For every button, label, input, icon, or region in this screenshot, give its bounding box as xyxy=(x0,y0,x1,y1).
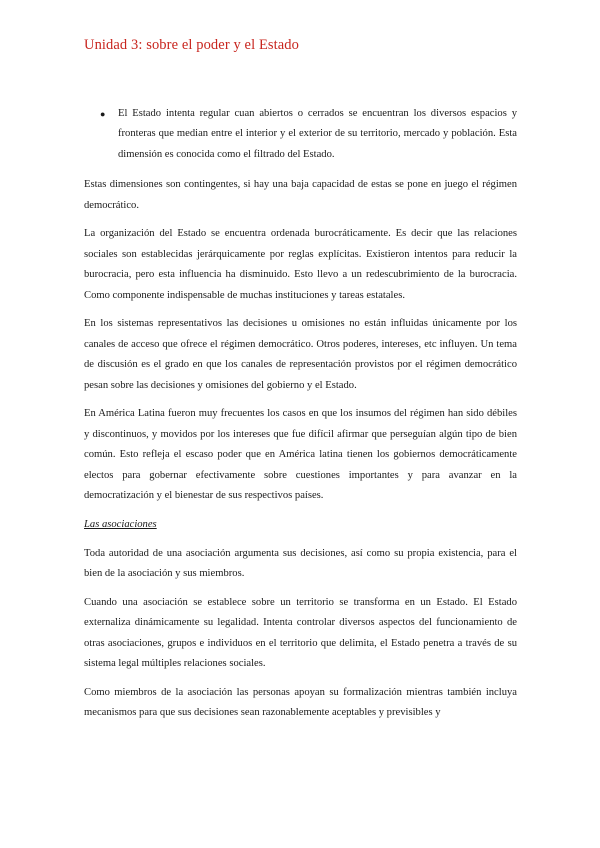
bullet-dot-icon: ● xyxy=(100,109,106,119)
paragraph: Como miembros de la asociación las personas apoyan su formalización mientras también incluya mecanismos para que sus decisiones sean razonablemente aceptables y previsibles y xyxy=(84,686,517,719)
document-body xyxy=(84,104,517,732)
bullet-item xyxy=(84,104,517,165)
paragraph: En América Latina fueron muy frecuentes los casos en que los insumos del régimen han sido débiles y discontinuos, y movidos por los intereses que fue difícil afirmar que perseguían algún tipo de bien común. Esto refleja el escaso poder que en América latina tienen los gobiernos democráticamente electos para gobernar efectivamente sobre cuestiones importantes y para avanzar en la democratización y el bienestar de sus respectivos países. xyxy=(84,408,517,502)
paragraph: Estas dimensiones son contingentes, si hay una baja capacidad de estas se pone en juego el régimen democrático. xyxy=(84,179,517,211)
paragraph: Cuando una asociación se establece sobre un territorio se transforma en un Estado. El Estado externaliza dinámicamente su legalidad. Intenta controlar diversos aspectos del funcionamiento de otras asociaciones, grupos e individuos en el territorio que delimita, el Estado penetra a través de su sistema legal múltiples relaciones sociales. xyxy=(84,596,517,670)
section-heading: Las asociaciones xyxy=(84,518,157,530)
paragraph: En los sistemas representativos las decisiones u omisiones no están influidas únicamente por los canales de acceso que ofrece el régimen democrático. Otros poderes, intereses, etc influyen. Un tema de discusión es el grado en que los canales de representación provistos por el régimen democrático pesan sobre las decisiones y omisiones del gobierno y el Estado. xyxy=(84,318,517,391)
paragraph: La organización del Estado se encuentra ordenada burocráticamente. Es decir que las relaciones sociales son establecidas jerárquicamente por reglas explícitas. Existieron intentos para reducir la burocracia, pero esta influencia ha disminuido. Esto llevo a un redescubrimiento de la burocracia. Como componente indispensable de muchas instituciones y tareas estatales. xyxy=(84,228,517,301)
paragraph: Toda autoridad de una asociación argumenta sus decisiones, así como su propia existencia, para el bien de la asociación y sus miembros. xyxy=(84,547,517,580)
page-title: Unidad 3: sobre el poder y el Estado xyxy=(84,37,300,53)
bullet-text: El Estado intenta regular cuan abiertos o cerrados se encuentran los diversos espacios y fronteras que median entre el interior y el exterior de su territorio, mercado y población. Esta dimensión es conocida como el filtrado del Estado. xyxy=(118,108,517,160)
